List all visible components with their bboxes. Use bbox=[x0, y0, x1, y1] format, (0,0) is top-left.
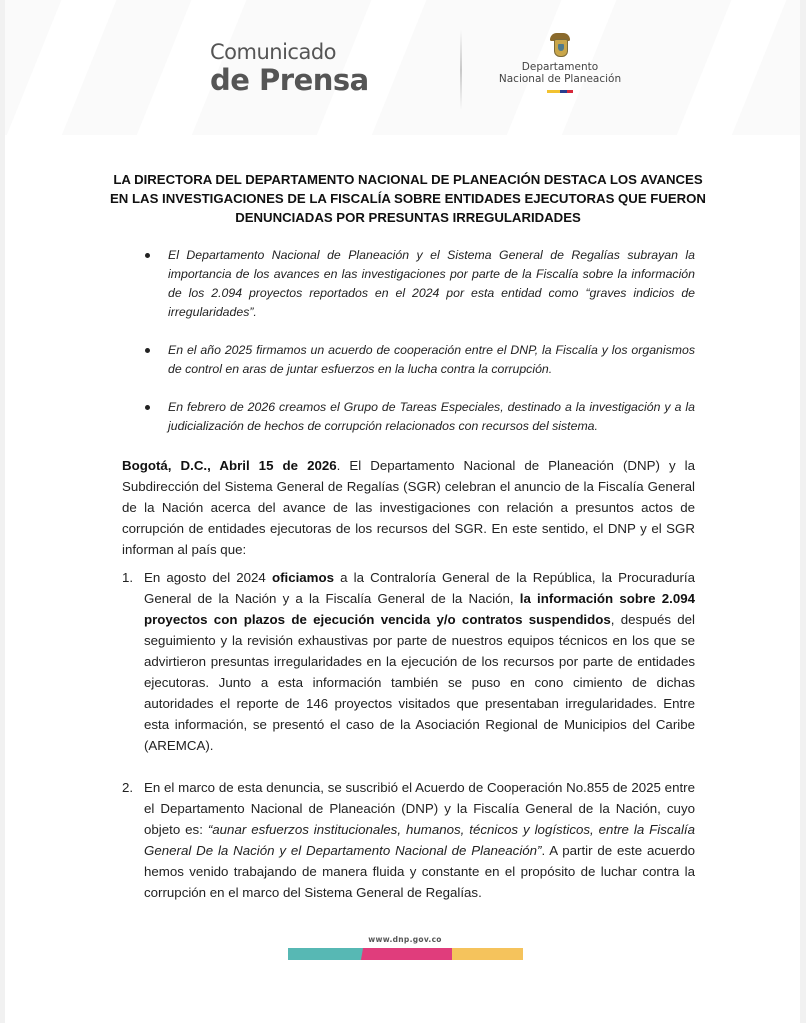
bullet-icon bbox=[145, 253, 150, 258]
highlights-list bbox=[140, 246, 695, 455]
org-name-line-1: Departamento bbox=[521, 61, 599, 73]
colombia-flag-icon bbox=[547, 90, 573, 93]
footer-bar-yellow bbox=[452, 948, 523, 960]
agreement-quote: “aunar esfuerzos institucionales, humanos, técnicos y logísticos, entre la Fiscalía General De la Nación y el Departamento Nacional de Planeación” bbox=[144, 822, 695, 858]
point-item: 1. En agosto del 2024 oficiamos a la Contraloría General de la República, la Procuraduría General de la Nación y a la Fiscalía General de la Nación, la información sobre 2.094 proyectos con plazos de ejecución vencida y/o contratos suspendidos, después del seguimiento y la revisión exhaustivas por parte de nuestros equipos técnicos en los que se advirtieron presuntas irregularidades en la ejecución de los recursos por parte de entidades ejecutoras. Junto a esta información también se puso en cono cimiento de dichas autoridades el reporte de 146 proyectos visitados que presentaban irregularidades. Entre esta información, se presentó el caso de la Asociación Regional de Municipios del Caribe (AREMCA). bbox=[122, 567, 695, 756]
bullet-icon bbox=[145, 348, 150, 353]
footer-bar-teal bbox=[288, 948, 368, 960]
brand-line-2: de Prensa bbox=[210, 63, 369, 97]
press-release-brand bbox=[210, 40, 369, 96]
footer-color-bar bbox=[288, 948, 523, 960]
footer-bar-pink bbox=[360, 948, 454, 960]
org-name-line-2: Nacional de Planeación bbox=[498, 73, 622, 85]
dateline: Bogotá, D.C., Abril 15 de 2026 bbox=[122, 458, 337, 473]
highlight-item: En el año 2025 firmamos un acuerdo de cooperación entre el DNP, la Fiscalía y los organismos de control en aras de juntar esfuerzos en la lucha contra la corrupción. bbox=[140, 341, 695, 379]
highlight-item: En febrero de 2026 creamos el Grupo de Tareas Especiales, destinado a la investigación y a la judicialización de hechos de corrupción relacionados con recursos del sistema. bbox=[140, 398, 695, 436]
bullet-icon bbox=[145, 405, 150, 410]
background-stripe bbox=[642, 0, 800, 135]
point-number: 2. bbox=[122, 780, 134, 795]
flag-red bbox=[567, 90, 573, 93]
point-item: 2. En el marco de esta denuncia, se suscribió el Acuerdo de Cooperación No.855 de 2025 entre el Departamento Nacional de Planeación (DNP) y la Fiscalía General de la Nación, cuyo objeto es: “aunar esfuerzos institucionales, humanos, técnicos y logísticos, entre la Fiscalía General De la Nación y el Departamento Nacional de Planeación”. A partir de este acuerdo hemos venido trabajando de manera fluida y constante en el propósito de luchar contra la corrupción en el marco del Sistema General de Regalías. bbox=[122, 777, 695, 903]
website-link[interactable]: www.dnp.gov.co bbox=[368, 935, 442, 944]
background-stripe bbox=[5, 0, 133, 135]
headline: LA DIRECTORA DEL DEPARTAMENTO NACIONAL DE PLANEACIÓN DESTACA LOS AVANCES EN LAS INVESTIGACIONES DE LA FISCALÍA SOBRE ENTIDADES EJECUTORAS QUE FUERON DENUNCIADAS POR PRESUNTAS IRREGULARIDADES bbox=[110, 172, 706, 225]
header-divider bbox=[460, 30, 462, 110]
letterhead bbox=[5, 0, 800, 135]
intro-paragraph: Bogotá, D.C., Abril 15 de 2026. El Departamento Nacional de Planeación (DNP) y la Subdirección del Sistema General de Regalías (SGR) celebran el anuncio de la Fiscalía General de la Nación acerca del avance de las investigaciones con relación a presuntos actos de corrupción de entidades ejecutoras de los recursos del SGR. En este sentido, el DNP y el SGR informan al país que: bbox=[122, 458, 695, 557]
press-release-page bbox=[5, 0, 800, 1023]
flag-yellow bbox=[547, 90, 560, 93]
numbered-points bbox=[122, 567, 695, 924]
point-number: 1. bbox=[122, 570, 134, 585]
brand-line-1: Comunicado bbox=[210, 40, 337, 64]
highlight-item: El Departamento Nacional de Planeación y el Sistema General de Regalías subrayan la importancia de los avances en las investigaciones por parte de la Fiscalía sobre la información de los 2.094 proyectos reportados en el 2024 por esta entidad como “graves indicios de irregularidades”. bbox=[140, 246, 695, 322]
flag-blue bbox=[560, 90, 567, 93]
footer bbox=[285, 935, 525, 960]
dnp-logo bbox=[495, 33, 625, 93]
colombia-coat-of-arms-icon bbox=[550, 33, 570, 57]
